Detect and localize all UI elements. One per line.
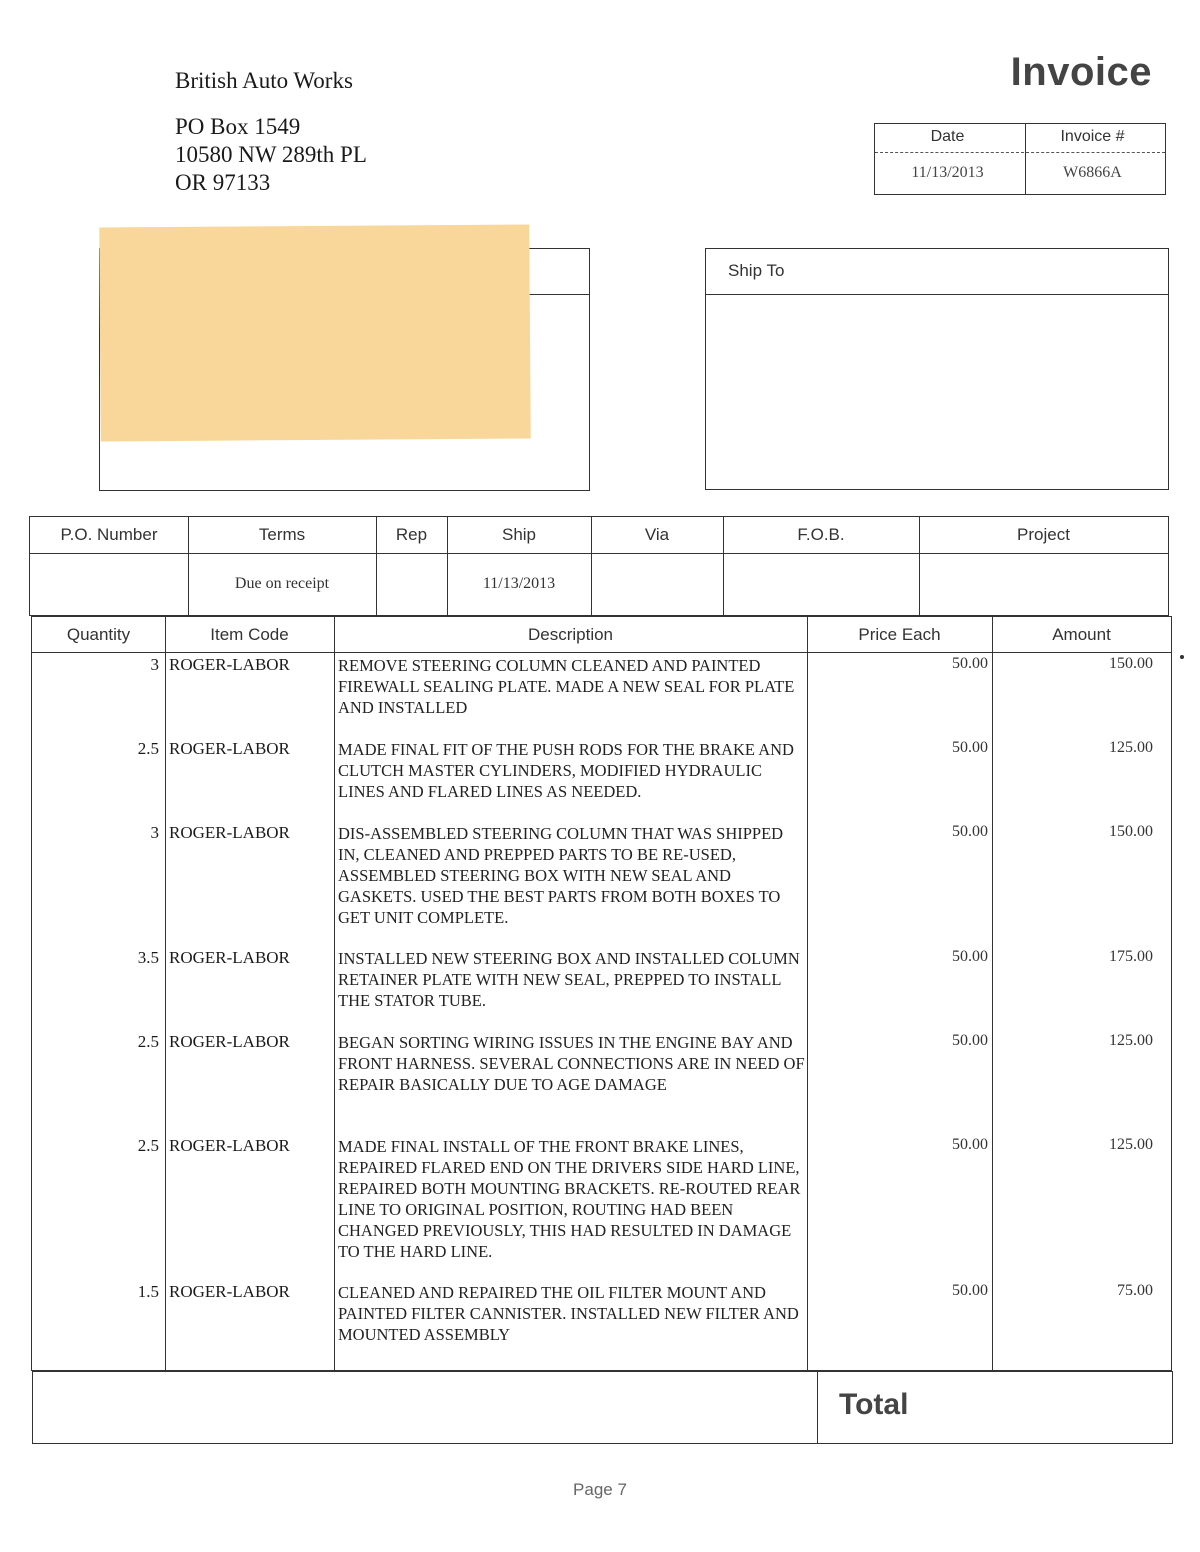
redaction-sticky-note bbox=[99, 225, 530, 442]
item-quantity: 3 bbox=[150, 823, 159, 842]
item-code: ROGER-LABOR bbox=[169, 823, 290, 842]
item-price: 50.00 bbox=[952, 1032, 988, 1049]
page-number: Page 7 bbox=[573, 1480, 627, 1499]
order-info-table bbox=[29, 516, 1169, 616]
item-code-header: Item Code bbox=[210, 625, 289, 644]
item-amount: 125.00 bbox=[1109, 739, 1153, 756]
item-price: 50.00 bbox=[952, 739, 988, 756]
company-name: British Auto Works bbox=[175, 68, 353, 93]
date-invoice-box bbox=[874, 123, 1166, 195]
item-quantity: 2.5 bbox=[137, 1136, 159, 1155]
terms-header: Terms bbox=[258, 525, 306, 544]
item-amount: 150.00 bbox=[1109, 823, 1153, 840]
address-line: 10580 NW 289th PL bbox=[175, 142, 367, 167]
item-description: REMOVE STEERING COLUMN CLEANED AND PAINTED FIREWALL SEALING PLATE. MADE A NEW SEAL FOR PLATE AND INSTALLED bbox=[338, 656, 795, 717]
document-title: Invoice bbox=[1010, 50, 1152, 94]
item-price: 50.00 bbox=[952, 1136, 988, 1153]
ship-to-box bbox=[705, 248, 1169, 490]
item-description: MADE FINAL FIT OF THE PUSH RODS FOR THE BRAKE AND CLUTCH MASTER CYLINDERS, MODIFIED HYDRAULIC LINES AND FLARED LINES AS NEEDED. bbox=[338, 740, 794, 801]
company-address bbox=[175, 113, 367, 197]
fob-header: F.O.B. bbox=[797, 525, 845, 544]
item-price: 50.00 bbox=[952, 655, 988, 672]
item-description: CLEANED AND REPAIRED THE OIL FILTER MOUNT AND PAINTED FILTER CANNISTER. INSTALLED NEW FILTER AND MOUNTED ASSEMBLY bbox=[338, 1283, 799, 1344]
item-description: DIS-ASSEMBLED STEERING COLUMN THAT WAS SHIPPED IN, CLEANED AND PREPPED PARTS TO BE RE-USED, ASSEMBLED STEERING BOX WITH NEW SEAL AND GASKETS. USED THE BEST PARTS FROM BOTH BOXES TO GET UNIT COMPLETE. bbox=[338, 824, 784, 927]
item-amount: 150.00 bbox=[1109, 655, 1153, 672]
item-code: ROGER-LABOR bbox=[169, 655, 290, 674]
address-line: OR 97133 bbox=[175, 170, 271, 195]
item-amount: 125.00 bbox=[1109, 1032, 1153, 1049]
invoice-number-label: Invoice # bbox=[1060, 128, 1125, 145]
description-header: Description bbox=[527, 625, 614, 644]
item-description: INSTALLED NEW STEERING BOX AND INSTALLED COLUMN RETAINER PLATE WITH NEW SEAL, PREPPED TO INSTALL THE STATOR TUBE. bbox=[338, 949, 800, 1010]
date-label: Date bbox=[930, 128, 965, 145]
address-line: PO Box 1549 bbox=[175, 114, 301, 139]
project-header: Project bbox=[1017, 525, 1070, 544]
item-code: ROGER-LABOR bbox=[169, 1032, 290, 1051]
item-code: ROGER-LABOR bbox=[169, 948, 290, 967]
ship-to-label: Ship To bbox=[728, 261, 785, 280]
amount-header: Amount bbox=[1052, 625, 1111, 644]
item-description: MADE FINAL INSTALL OF THE FRONT BRAKE LINES, REPAIRED FLARED END ON THE DRIVERS SIDE HARD LINE, REPAIRED BOTH MOUNTING BRACKETS. RE-ROUTED REAR LINE TO ORIGINAL POSITION, ROUTING HAD BEEN CHANGED PREVIOUSLY, THIS HAD RESULTED IN DAMAGE TO THE HARD LINE. bbox=[338, 1137, 801, 1261]
item-code: ROGER-LABOR bbox=[169, 739, 290, 758]
scan-speck bbox=[1180, 655, 1184, 659]
item-price: 50.00 bbox=[952, 1282, 988, 1299]
item-quantity: 3.5 bbox=[137, 948, 159, 967]
item-code: ROGER-LABOR bbox=[169, 1282, 290, 1301]
ship-header: Ship bbox=[501, 525, 537, 544]
total-box bbox=[32, 1371, 1173, 1444]
invoice-number: W6866A bbox=[1063, 164, 1122, 181]
item-amount: 75.00 bbox=[1117, 1282, 1153, 1299]
item-amount: 125.00 bbox=[1109, 1136, 1153, 1153]
item-amount: 175.00 bbox=[1109, 948, 1153, 965]
via-header: Via bbox=[644, 525, 670, 544]
total-label: Total bbox=[839, 1388, 909, 1421]
rep-header: Rep bbox=[395, 525, 428, 544]
price-each-header: Price Each bbox=[858, 625, 941, 644]
item-quantity: 3 bbox=[150, 655, 159, 674]
item-description: BEGAN SORTING WIRING ISSUES IN THE ENGINE BAY AND FRONT HARNESS. SEVERAL CONNECTIONS ARE IN NEED OF REPAIR BASICALLY DUE TO AGE DAMAGE bbox=[338, 1033, 805, 1094]
po-number-header: P.O. Number bbox=[60, 525, 158, 544]
item-price: 50.00 bbox=[952, 823, 988, 840]
terms-value: Due on receipt bbox=[234, 575, 330, 592]
item-code: ROGER-LABOR bbox=[169, 1136, 290, 1155]
item-quantity: 2.5 bbox=[137, 1032, 159, 1051]
item-quantity: 2.5 bbox=[137, 739, 159, 758]
invoice-date: 11/13/2013 bbox=[911, 164, 984, 181]
ship-date-value: 11/13/2013 bbox=[482, 575, 556, 592]
item-price: 50.00 bbox=[952, 948, 988, 965]
quantity-header: Quantity bbox=[66, 625, 131, 644]
item-quantity: 1.5 bbox=[137, 1282, 159, 1301]
